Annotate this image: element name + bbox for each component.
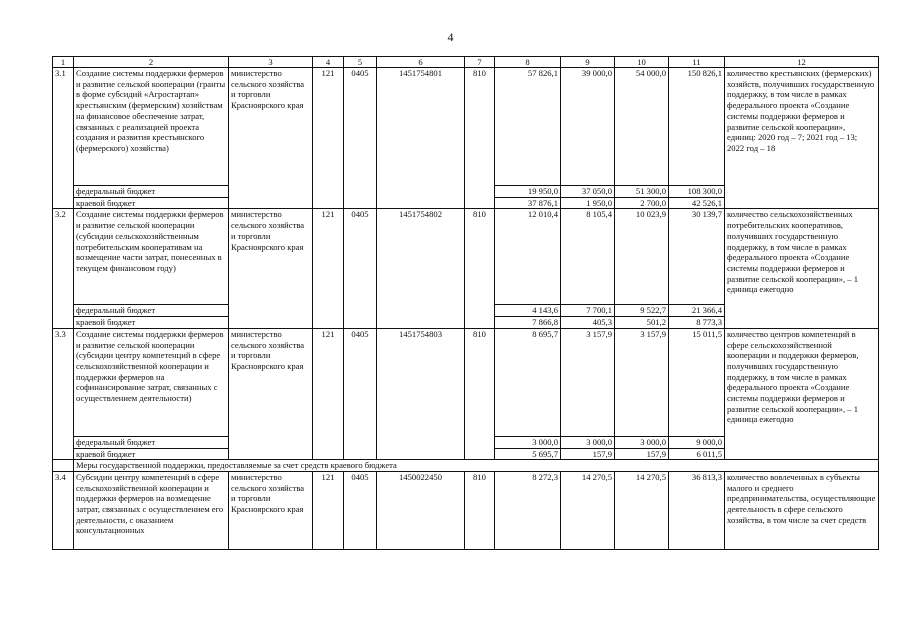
value-2022: 51 300,0 bbox=[615, 186, 669, 198]
section-empty-cell bbox=[53, 460, 74, 472]
column-number: 1 bbox=[53, 57, 74, 68]
csr-code: 1450022450 bbox=[377, 471, 465, 549]
value-total: 8 773,3 bbox=[669, 317, 725, 329]
value-2021: 1 950,0 bbox=[561, 197, 615, 209]
row-number: 3.3 bbox=[53, 328, 74, 459]
value-2022: 9 522,7 bbox=[615, 305, 669, 317]
table-row bbox=[53, 209, 879, 305]
page-number: 4 bbox=[447, 30, 454, 44]
column-number: 11 bbox=[669, 57, 725, 68]
value-2020: 8 695,7 bbox=[495, 328, 561, 436]
value-2020: 12 010,4 bbox=[495, 209, 561, 305]
value-2022: 10 023,9 bbox=[615, 209, 669, 305]
value-2022: 157,9 bbox=[615, 448, 669, 460]
value-2020: 5 695,7 bbox=[495, 448, 561, 460]
value-2022: 3 157,9 bbox=[615, 328, 669, 436]
value-2022: 14 270,5 bbox=[615, 471, 669, 549]
vr-code: 810 bbox=[465, 68, 495, 209]
value-total: 30 139,7 bbox=[669, 209, 725, 305]
executor: министерство сельского хозяйства и торговли Красноярского края bbox=[229, 209, 313, 328]
rzpr-code: 0405 bbox=[344, 471, 377, 549]
value-total: 108 300,0 bbox=[669, 186, 725, 198]
program-table bbox=[52, 56, 879, 550]
executor: министерство сельского хозяйства и торговли Красноярского края bbox=[229, 471, 313, 549]
grbs-code: 121 bbox=[313, 68, 344, 209]
value-2021: 3 157,9 bbox=[561, 328, 615, 436]
grbs-code: 121 bbox=[313, 471, 344, 549]
value-2021: 7 700,1 bbox=[561, 305, 615, 317]
value-2020: 19 950,0 bbox=[495, 186, 561, 198]
vr-code: 810 bbox=[465, 328, 495, 459]
column-number-row bbox=[53, 57, 879, 68]
value-2020: 3 000,0 bbox=[495, 436, 561, 448]
table-row bbox=[53, 68, 879, 186]
value-2022: 3 000,0 bbox=[615, 436, 669, 448]
executor: министерство сельского хозяйства и торговли Красноярского края bbox=[229, 68, 313, 209]
budget-label: федеральный бюджет bbox=[74, 436, 229, 448]
rzpr-code: 0405 bbox=[344, 209, 377, 328]
column-number: 9 bbox=[561, 57, 615, 68]
column-number: 2 bbox=[74, 57, 229, 68]
value-2021: 157,9 bbox=[561, 448, 615, 460]
rzpr-code: 0405 bbox=[344, 68, 377, 209]
value-total: 36 813,3 bbox=[669, 471, 725, 549]
row-number: 3.4 bbox=[53, 471, 74, 549]
value-2020: 4 143,6 bbox=[495, 305, 561, 317]
table-row bbox=[53, 471, 879, 549]
value-total: 9 000,0 bbox=[669, 436, 725, 448]
column-number: 6 bbox=[377, 57, 465, 68]
column-number: 5 bbox=[344, 57, 377, 68]
value-2020: 57 826,1 bbox=[495, 68, 561, 186]
vr-code: 810 bbox=[465, 471, 495, 549]
value-2021: 3 000,0 bbox=[561, 436, 615, 448]
value-2021: 405,3 bbox=[561, 317, 615, 329]
result-indicator: количество сельскохозяйственных потребительских кооперативов, получивших государственную поддержку, в том числе в рамках федерального проекта «Создание системы поддержки фермеров и развитие сельской кооперации», – 1 единица ежегодно bbox=[725, 209, 879, 328]
value-2021: 8 105,4 bbox=[561, 209, 615, 305]
measure-name: Создание системы поддержки фермеров и развитие сельской кооперации (субсидии центру компетенций в сфере сельскохозяйственной кооперации и поддержки фермеров на софинансирование затрат, связанных с осуществлением деятельности) bbox=[74, 328, 229, 436]
grbs-code: 121 bbox=[313, 209, 344, 328]
result-indicator: количество центров компетенций в сфере сельскохозяйственной кооперации и поддержки фермеров, получивших государственную поддержку, в том числе в рамках федерального проекта «Создание системы поддержки фермеров и развитие сельской кооперации», – 1 единица ежегодно bbox=[725, 328, 879, 459]
value-2021: 14 270,5 bbox=[561, 471, 615, 549]
budget-label: федеральный бюджет bbox=[74, 186, 229, 198]
row-number: 3.2 bbox=[53, 209, 74, 328]
value-2020: 37 876,1 bbox=[495, 197, 561, 209]
section-title: Меры государственной поддержки, предоставляемые за счет средств краевого бюджета bbox=[74, 460, 879, 472]
vr-code: 810 bbox=[465, 209, 495, 328]
value-total: 21 366,4 bbox=[669, 305, 725, 317]
value-total: 150 826,1 bbox=[669, 68, 725, 186]
value-2021: 39 000,0 bbox=[561, 68, 615, 186]
executor: министерство сельского хозяйства и торговли Красноярского края bbox=[229, 328, 313, 459]
row-number: 3.1 bbox=[53, 68, 74, 209]
csr-code: 1451754801 bbox=[377, 68, 465, 209]
rzpr-code: 0405 bbox=[344, 328, 377, 459]
budget-label: краевой бюджет bbox=[74, 197, 229, 209]
measure-name: Создание системы поддержки фермеров и развитие сельской кооперации (гранты в форме субсидий «Агростартап» крестьянским (фермерским) хозяйствам на финансовое обеспечение затрат, связанных с реализацией проекта создания и развития крестьянского (фермерского) хозяйства) bbox=[74, 68, 229, 186]
value-2022: 501,2 bbox=[615, 317, 669, 329]
value-total: 42 526,1 bbox=[669, 197, 725, 209]
value-2020: 8 272,3 bbox=[495, 471, 561, 549]
column-number: 7 bbox=[465, 57, 495, 68]
column-number: 10 bbox=[615, 57, 669, 68]
result-indicator: количество вовлеченных в субъекты малого и среднего предпринимательства, осуществляющие деятельность в сфере сельского хозяйства, в том числе за счет средств bbox=[725, 471, 879, 549]
csr-code: 1451754803 bbox=[377, 328, 465, 459]
column-number: 3 bbox=[229, 57, 313, 68]
table-row bbox=[53, 328, 879, 436]
budget-label: федеральный бюджет bbox=[74, 305, 229, 317]
value-total: 6 011,5 bbox=[669, 448, 725, 460]
csr-code: 1451754802 bbox=[377, 209, 465, 328]
measure-name: Создание системы поддержки фермеров и развитие сельской кооперации (субсидии сельскохозяйственным потребительским кооперативам на возмещение части затрат, понесенных в текущем финансовом году) bbox=[74, 209, 229, 305]
value-2020: 7 866,8 bbox=[495, 317, 561, 329]
result-indicator: количество крестьянских (фермерских) хозяйств, получивших государственную поддержку, в том числе в рамках федерального проекта «Создание системы поддержки фермеров и развитие сельской кооперации», единиц: 2020 год – 7; 2021 год – 13; 2022 год – 18 bbox=[725, 68, 879, 209]
column-number: 8 bbox=[495, 57, 561, 68]
value-total: 15 011,5 bbox=[669, 328, 725, 436]
budget-label: краевой бюджет bbox=[74, 317, 229, 329]
section-row bbox=[53, 460, 879, 472]
value-2021: 37 050,0 bbox=[561, 186, 615, 198]
budget-label: краевой бюджет bbox=[74, 448, 229, 460]
measure-name: Субсидии центру компетенций в сфере сельскохозяйственной кооперации и поддержки фермеров на возмещение затрат, связанных с осуществлением его деятельности, с оказанием консультационных bbox=[74, 471, 229, 549]
value-2022: 54 000,0 bbox=[615, 68, 669, 186]
grbs-code: 121 bbox=[313, 328, 344, 459]
value-2022: 2 700,0 bbox=[615, 197, 669, 209]
column-number: 12 bbox=[725, 57, 879, 68]
column-number: 4 bbox=[313, 57, 344, 68]
